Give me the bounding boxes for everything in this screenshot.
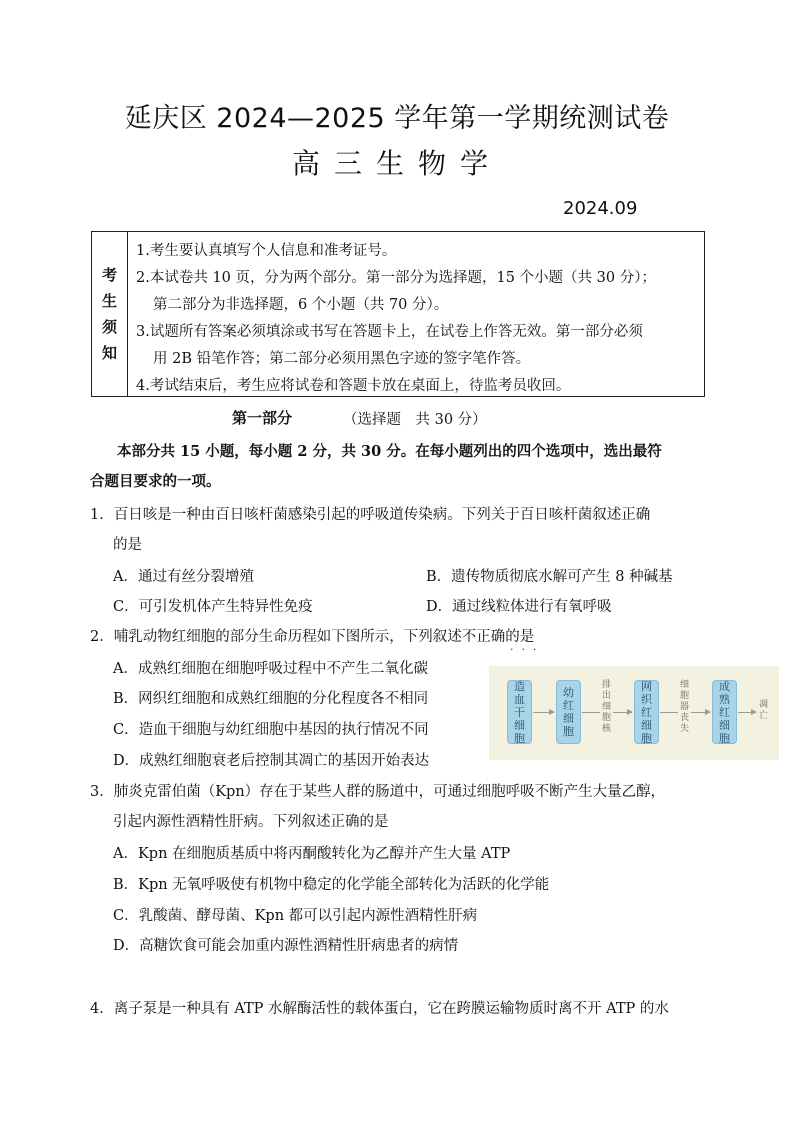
notice-line: 1.考生要认真填写个人信息和准考证号。 (136, 243, 397, 259)
exam-title: 延庆区 2024—2025 学年第一学期统测试卷 (124, 103, 670, 134)
question-1-stem: 1．百日咳是一种由百日咳杆菌感染引起的呼吸道传染病。下列关于百日咳杆菌叙述正确 (90, 507, 651, 523)
part-heading: 第一部分 (232, 409, 293, 427)
question-2-option-c[interactable]: C．造血干细胞与幼红细胞中基因的执行情况不同 (113, 722, 429, 738)
question-4-stem: 4．离子泵是一种具有 ATP 水解酶活性的载体蛋白，它在跨膜运输物质时离不开 ATP 的水 (90, 1001, 669, 1017)
rbc-lifecycle-diagram (489, 666, 779, 760)
notice-line: 3.试题所有答案必须填涂或书写在答题卡上，在试卷上作答无效。第一部分必须 (136, 324, 643, 340)
step-label-enucleation: 排 出 细 胞 核 (602, 680, 612, 734)
question-1-option-c[interactable]: C．可引发机体产生特异性免疫 (113, 599, 313, 615)
question-1-option-b[interactable]: B．遗传物质彻底水解可产生 8 种碱基 (426, 569, 673, 585)
question-1-option-a[interactable]: A．通过有丝分裂增殖 (113, 569, 254, 585)
question-3-option-d[interactable]: D．高糖饮食可能会加重内源性酒精性肝病患者的病情 (113, 938, 459, 954)
question-3-stem: 3．肺炎克雷伯菌（Kpn）存在于某些人群的肠道中，可通过细胞呼吸不断产生大量乙醇， (90, 784, 666, 800)
question-1-stem: 的是 (113, 537, 142, 553)
notice-label-char: 生 (101, 292, 117, 310)
part-instruction: 本部分共 15 小题，每小题 2 分，共 30 分。在每小题列出的四个选项中，选出最符 (117, 443, 662, 460)
notice-line: 用 2B 铅笔作答；第二部分必须用黑色字迹的签字笔作答。 (153, 351, 531, 367)
question-2-stem: 2．哺乳动物红细胞的部分生命历程如下图所示，下列叙述不正确的是 (90, 629, 535, 645)
question-3-stem: 引起内源性酒精性肝病。下列叙述正确的是 (113, 814, 389, 830)
exam-date: 2024.09 (563, 198, 638, 219)
part-subheading: （选择题 共 30 分） (343, 412, 487, 428)
question-3-option-c[interactable]: C．乳酸菌、酵母菌、Kpn 都可以引起内源性酒精性肝病 (113, 908, 478, 924)
notice-label-char: 知 (101, 344, 117, 362)
step-label-apoptosis: 凋 亡 (759, 700, 769, 721)
arrow-icon (533, 712, 554, 713)
question-3-option-a[interactable]: A．Kpn 在细胞质基质中将丙酮酸转化为乙醇并产生大量 ATP (113, 846, 511, 862)
notice-box (91, 231, 705, 397)
question-2-option-a[interactable]: A．成熟红细胞在细胞呼吸过程中不产生二氧化碳 (113, 661, 428, 677)
cell-hematopoietic-stem: 造 血 干 细 胞 (507, 680, 532, 744)
question-3-option-b[interactable]: B．Kpn 无氧呼吸使有机物中稳定的化学能全部转化为活跃的化学能 (113, 877, 550, 893)
question-2-option-d[interactable]: D．成熟红细胞衰老后控制其凋亡的基因开始表达 (113, 753, 430, 769)
question-1-option-d[interactable]: D．通过线粒体进行有氧呼吸 (426, 599, 612, 615)
emphasis-dots: ··· (510, 643, 545, 656)
part-instruction: 合题目要求的一项。 (90, 473, 221, 490)
notice-label-char: 须 (101, 318, 117, 336)
cell-reticulocyte: 网 织 红 细 胞 (634, 680, 659, 744)
cell-mature-rbc: 成 熟 红 细 胞 (712, 680, 737, 744)
notice-label-char: 考 (101, 266, 117, 284)
notice-label (92, 232, 128, 396)
cell-erythroblast: 幼 红 细 胞 (556, 680, 581, 744)
notice-line: 第二部分为非选择题，6 个小题（共 70 分）。 (153, 297, 449, 313)
subject-title: 高三生物学 (291, 147, 502, 180)
notice-line: 2.本试卷共 10 页，分为两个部分。第一部分为选择题，15 个小题（共 30 分）； (136, 270, 656, 286)
notice-line: 4.考试结束后，考生应将试卷和答题卡放在桌面上，待监考员收回。 (136, 378, 571, 394)
arrow-icon (738, 712, 756, 713)
step-label-organelle-loss: 细 胞 器 丧 失 (680, 680, 690, 734)
question-2-option-b[interactable]: B．网织红细胞和成熟红细胞的分化程度各不相同 (113, 691, 429, 707)
